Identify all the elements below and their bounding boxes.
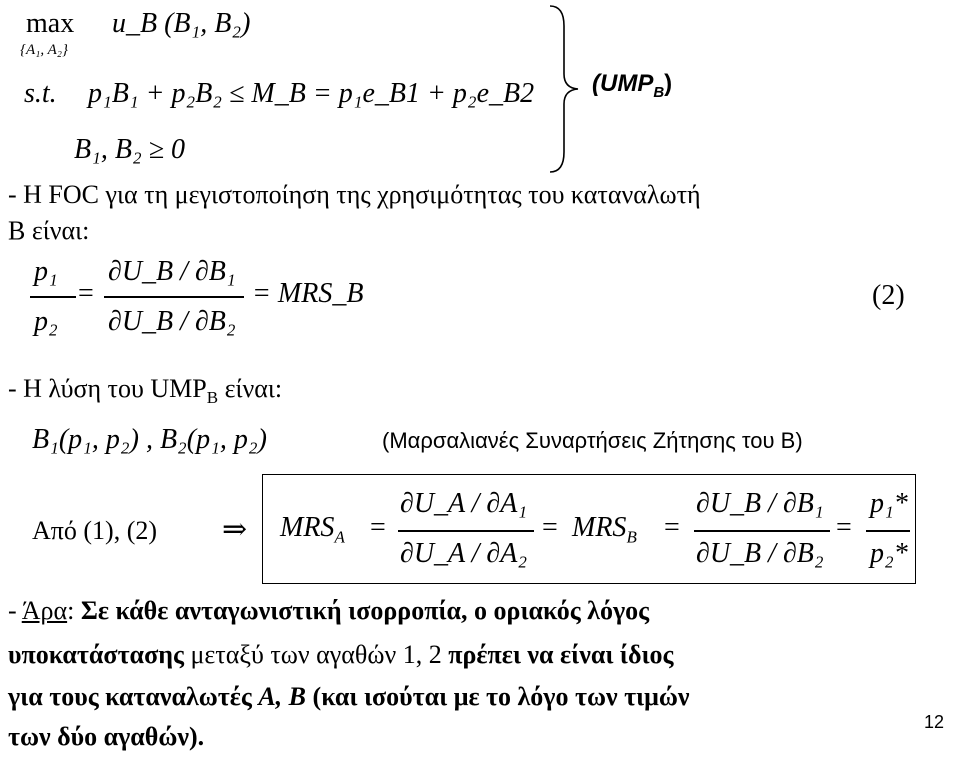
implies-arrow: ⇒ (222, 513, 248, 546)
foc-mid-numerator: ∂U_B / ∂B₁ (108, 256, 236, 287)
frac3-numerator: p₁* (870, 488, 908, 519)
frac1-numerator: ∂U_A / ∂A₁ (400, 488, 528, 519)
nonnegativity-constraint: B₁, B₂ ≥ 0 (74, 134, 186, 165)
equals-1: = (370, 512, 386, 543)
max-word: max (26, 8, 75, 39)
ara-word: Άρα (21, 596, 68, 625)
solution-line: - Η λύση του $UMP_B$ είναι: (8, 374, 283, 408)
from-1-2-label: Από (1), (2) (32, 516, 158, 545)
foc-line-continued: Β είναι: (8, 216, 90, 245)
foc-lhs-fraction-bar (30, 296, 76, 298)
frac2-denominator: ∂U_B / ∂B₂ (696, 538, 824, 569)
marshallian-demand-note: (Μαρσαλιανές Συναρτήσεις Ζήτησης του Β) (382, 428, 803, 453)
frac3-bar (866, 530, 910, 532)
foc-lhs-numerator: p₁ (34, 256, 58, 287)
page-number: 12 (924, 712, 945, 732)
frac2-numerator: ∂U_B / ∂B₁ (696, 488, 824, 519)
foc-mid-fraction-bar (104, 296, 244, 298)
frac1-bar (398, 530, 534, 532)
frac3-denominator: p₂* (870, 538, 908, 569)
equals-4: = (836, 512, 852, 543)
frac2-bar (694, 530, 830, 532)
conclusion-line-2: υποκατάστασης μεταξύ των αγαθών 1, 2 πρέπει να είναι ίδιος (8, 640, 674, 669)
right-brace (546, 4, 582, 174)
foc-line: - Η FOC για τη μεγιστοποίηση της χρησιμότητας του καταναλωτή (8, 180, 701, 209)
ump-label: $(UMP_B)$ (592, 70, 673, 101)
foc-rhs-mrs: = MRS_B (252, 278, 364, 309)
st-label: s.t. (24, 78, 57, 109)
foc-mid-denominator: ∂U_B / ∂B₂ (108, 306, 236, 337)
frac1-denominator: ∂U_A / ∂A₂ (400, 538, 528, 569)
foc-lhs-denominator: p₂ (34, 306, 58, 337)
objective-function: u_B (B₁, B₂) (112, 8, 251, 39)
budget-constraint: p₁B₁ + p₂B₂ ≤ M_B = p₁e_B1 + p₂e_B2 (88, 78, 535, 109)
conclusion-line-1: - Άρα: Σε κάθε ανταγωνιστική ισορροπία, ο οριακός λόγος (8, 596, 650, 625)
mrs-a-label: $MRS_A$ (280, 512, 345, 547)
equals-2: = (542, 512, 558, 543)
demand-functions: B₁(p₁, p₂) , B₂(p₁, p₂) (32, 424, 267, 455)
equals-3: = (664, 512, 680, 543)
max-subscript: {A₁, A₂} (20, 42, 68, 58)
mrs-b-label: $MRS_B$ (572, 512, 637, 547)
conclusion-line-3: για τους καταναλωτές A, B (και ισούται με το λόγο των τιμών (8, 682, 690, 711)
conclusion-line-4: των δύο αγαθών). (8, 722, 205, 751)
equation-number-2: (2) (872, 280, 905, 311)
max-operator (26, 8, 74, 40)
foc-equals-1: = (78, 278, 94, 309)
